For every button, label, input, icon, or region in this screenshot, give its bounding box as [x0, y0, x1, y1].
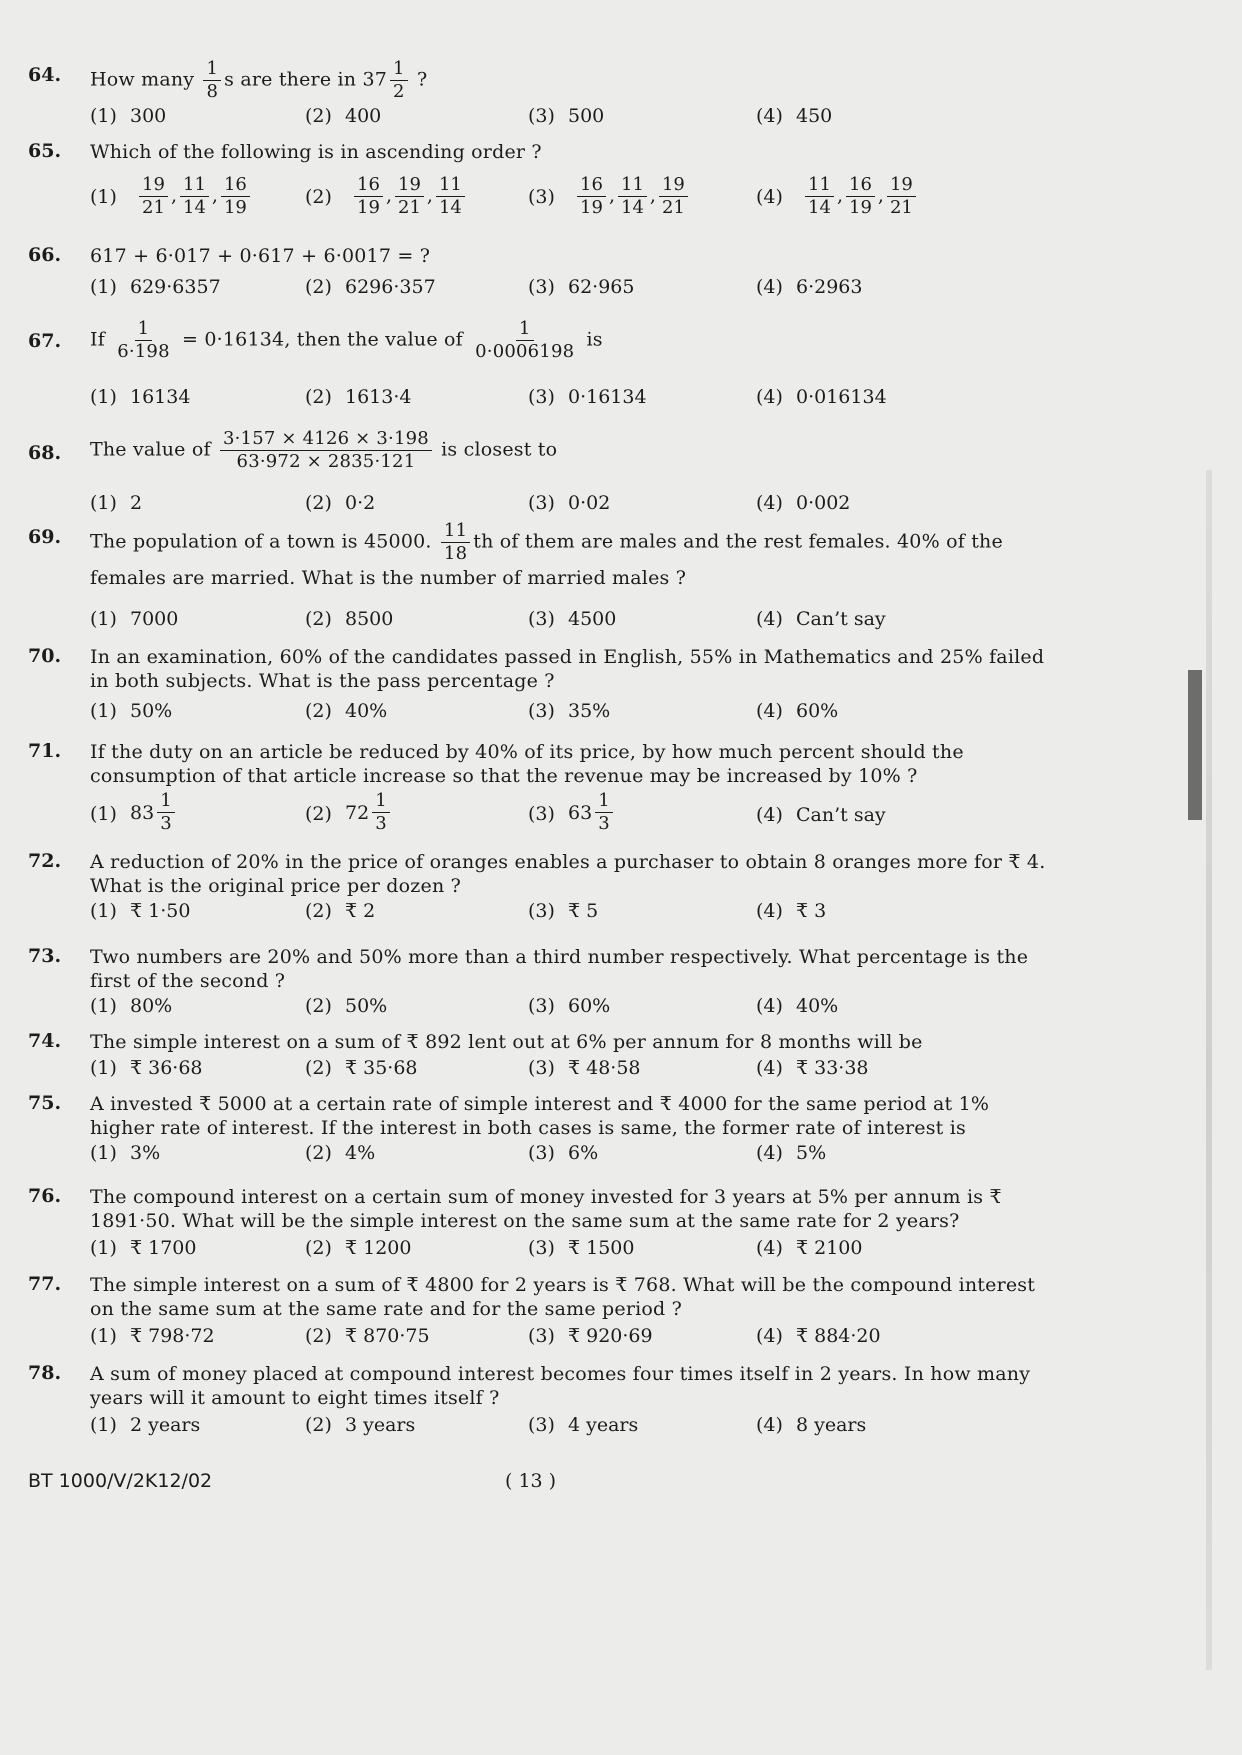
options [90, 386, 1070, 416]
option-2: (2) ₹ 870·75 [305, 1325, 430, 1347]
fraction: $\frac{1}{6\cdot 198}$ [117, 318, 170, 362]
question-text: A invested ₹ 5000 at a certain rate of simple interest and ₹ 4000 for the same period at 1% higher rate of interest. If the interest in both cases is same, the former rate of interest is [90, 1093, 990, 1139]
options [90, 790, 1070, 846]
option-3: (3) 500 [528, 105, 605, 127]
question-text-line-2: females are married. What is the number of married males ? [90, 567, 687, 589]
question-text: If $\frac{1}{6\cdot 198}$ = 0·16134, then the value of $\frac{1}{0\cdot 0006198}$ is [90, 318, 603, 362]
option-1: (1) ₹ 36·68 [90, 1057, 203, 1079]
option-3: (3) 63 $\frac{1}{3}$ [528, 790, 616, 835]
option-3: (3) ₹ 5 [528, 900, 599, 922]
options [90, 1325, 1070, 1355]
option-1: (1) ₹ 1700 [90, 1237, 197, 1259]
option-2: (2) 8500 [305, 608, 394, 630]
fraction: $\frac{11}{18}$ [441, 520, 470, 565]
question-text: The simple interest on a sum of ₹ 892 lent out at 6% per annum for 8 months will be [90, 1031, 923, 1053]
question-number: 65. [28, 140, 62, 162]
option-2: (2) 400 [305, 105, 382, 127]
option-2: (2) ₹ 35·68 [305, 1057, 418, 1079]
question-number: 67. [28, 330, 62, 352]
option-3: (3) $\frac{16}{19}$ , $\frac{11}{14}$ , $\frac{19}{21}$ [528, 174, 691, 219]
option-2: (2) 4% [305, 1142, 376, 1164]
option-2: (2) 40% [305, 700, 388, 722]
question-number: 71. [28, 740, 62, 762]
options [90, 900, 1070, 930]
option-4: (4) Can’t say [756, 608, 886, 630]
question-text: A sum of money placed at compound interest becomes four times itself in 2 years. In how many years will it amount to eight times itself ? [90, 1363, 1031, 1409]
question-text: Two numbers are 20% and 50% more than a third number respectively. What percentage is the first of the second ? [90, 946, 1029, 992]
option-3: (3) 60% [528, 995, 611, 1017]
options [90, 700, 1070, 730]
option-4: (4) ₹ 2100 [756, 1237, 863, 1259]
question-number: 78. [28, 1362, 62, 1384]
options [90, 1237, 1070, 1267]
question-number: 72. [28, 850, 62, 872]
question-number: 74. [28, 1030, 62, 1052]
option-1: (1) 2 years [90, 1414, 201, 1436]
option-3: (3) 62·965 [528, 276, 635, 298]
fraction: $\frac{3\cdot 157 \times 4126 \times 3\cdot 198}{63\cdot 972 \times 2835\cdot 121}$ [220, 428, 432, 473]
question-text: Which of the following is in ascending order ? [90, 141, 542, 163]
option-2: (2) $\frac{16}{19}$ , $\frac{19}{21}$ , $\frac{11}{14}$ [305, 174, 468, 219]
options [90, 995, 1070, 1025]
option-3: (3) 6% [528, 1142, 599, 1164]
option-3: (3) ₹ 1500 [528, 1237, 635, 1259]
option-4: (4) 6·2963 [756, 276, 863, 298]
options [90, 1142, 1070, 1172]
option-4: (4) Can’t say [756, 804, 886, 826]
question-text: The simple interest on a sum of ₹ 4800 for 2 years is ₹ 768. What will be the compound interest on the same sum at the same rate and for the same period ? [90, 1274, 1036, 1320]
option-3: (3) 0·16134 [528, 386, 647, 408]
option-1: (1) ₹ 798·72 [90, 1325, 215, 1347]
option-3: (3) 35% [528, 700, 611, 722]
option-4: (4) 40% [756, 995, 839, 1017]
question-number: 73. [28, 945, 62, 967]
option-1: (1) 2 [90, 492, 143, 514]
question-text: A reduction of 20% in the price of oranges enables a purchaser to obtain 8 oranges more for ₹ 4. What is the original price per dozen ? [90, 851, 1046, 897]
question-number: 64. [28, 64, 62, 86]
question-text: In an examination, 60% of the candidates passed in English, 55% in Mathematics and 25% failed in both subjects. What is the pass percentage ? [90, 646, 1045, 692]
options [90, 1057, 1070, 1087]
option-4: (4) 60% [756, 700, 839, 722]
question-text: The compound interest on a certain sum of money invested for 3 years at 5% per annum is ₹ 1891·50. What will be the simple interest on the same sum at the same rate for 2 years? [90, 1186, 1002, 1232]
option-3: (3) 0·02 [528, 492, 611, 514]
scan-edge-shadow [1206, 470, 1212, 1670]
option-1: (1) ₹ 1·50 [90, 900, 191, 922]
question-text: 617 + 6·017 + 0·617 + 6·0017 = ? [90, 245, 431, 267]
option-1: (1) 80% [90, 995, 173, 1017]
option-1: (1) 83 $\frac{1}{3}$ [90, 790, 178, 835]
option-2: (2) 1613·4 [305, 386, 412, 408]
option-3: (3) 4500 [528, 608, 617, 630]
fraction: $\frac{1}{0\cdot 0006198}$ [475, 318, 575, 362]
options [90, 105, 1070, 135]
option-4: (4) ₹ 33·38 [756, 1057, 869, 1079]
options [90, 1414, 1070, 1444]
question-number: 70. [28, 645, 62, 667]
question-number: 76. [28, 1185, 62, 1207]
option-4: (4) ₹ 884·20 [756, 1325, 881, 1347]
question-number: 66. [28, 244, 62, 266]
question-number: 69. [28, 526, 62, 548]
option-2: (2) 6296·357 [305, 276, 436, 298]
fraction: $\frac{1}{8}$ [203, 58, 221, 103]
question-text: The population of a town is 45000. $\frac{11}{18}$ th of them are males and the rest females. 40% of the [90, 520, 1003, 564]
page-number: ( 13 ) [505, 1470, 557, 1492]
option-1: (1) 300 [90, 105, 167, 127]
option-4: (4) 8 years [756, 1414, 867, 1436]
question-text: How many $\frac{1}{8}$ s are there in 37 $\frac{1}{2}$ ? [90, 58, 428, 102]
question-number: 75. [28, 1092, 62, 1114]
option-3: (3) ₹ 920·69 [528, 1325, 653, 1347]
option-4: (4) 5% [756, 1142, 827, 1164]
question-number: 68. [28, 442, 62, 464]
booklet-code: BT 1000/V/2K12/02 [28, 1470, 213, 1492]
option-2: (2) ₹ 2 [305, 900, 376, 922]
question-number: 77. [28, 1273, 62, 1295]
options [90, 492, 1070, 522]
option-3: (3) 4 years [528, 1414, 639, 1436]
option-3: (3) ₹ 48·58 [528, 1057, 641, 1079]
option-1: (1) 16134 [90, 386, 191, 408]
question-text: If the duty on an article be reduced by 40% of its price, by how much percent should the consumption of that article increase so that the revenue may be increased by 10% ? [90, 741, 964, 787]
options [90, 276, 1070, 306]
option-1: (1) $\frac{19}{21}$ , $\frac{11}{14}$ , $\frac{16}{19}$ [90, 174, 253, 219]
option-4: (4) ₹ 3 [756, 900, 827, 922]
option-1: (1) 7000 [90, 608, 179, 630]
options [90, 608, 1070, 638]
option-4: (4) 0·016134 [756, 386, 887, 408]
scan-mark [1188, 670, 1202, 820]
question-text: The value of $\frac{3\cdot 157 \times 4126 \times 3\cdot 198}{63\cdot 972 \times 2835\cdot 121}$ is closest to [90, 428, 558, 472]
fraction: $\frac{1}{2}$ [390, 58, 408, 103]
option-1: (1) 50% [90, 700, 173, 722]
option-4: (4) 450 [756, 105, 833, 127]
option-1: (1) 629·6357 [90, 276, 221, 298]
option-4: (4) 0·002 [756, 492, 851, 514]
option-2: (2) 3 years [305, 1414, 416, 1436]
option-2: (2) 72 $\frac{1}{3}$ [305, 790, 393, 835]
options [90, 168, 1070, 224]
option-2: (2) ₹ 1200 [305, 1237, 412, 1259]
option-4: (4) $\frac{11}{14}$ , $\frac{16}{19}$ , $\frac{19}{21}$ [756, 174, 919, 219]
option-2: (2) 0·2 [305, 492, 376, 514]
option-2: (2) 50% [305, 995, 388, 1017]
option-1: (1) 3% [90, 1142, 161, 1164]
